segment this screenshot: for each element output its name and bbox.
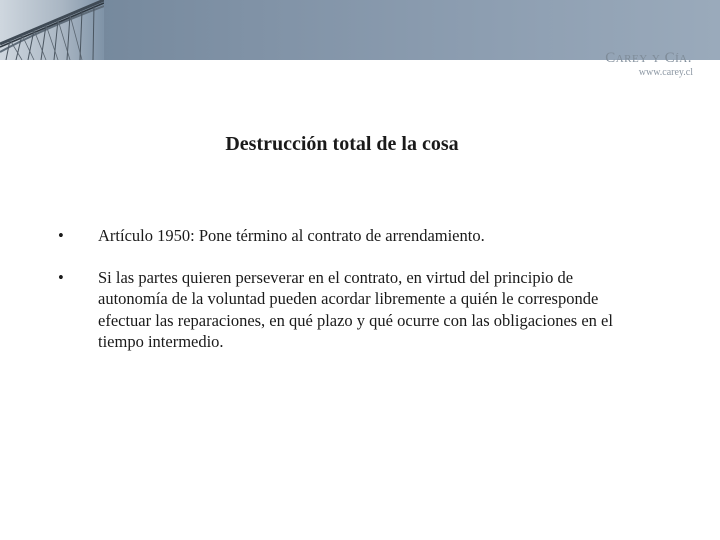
bridge-photo-icon [0,0,104,60]
bullet-text: Artículo 1950: Pone término al contrato de arrendamiento. [98,226,485,245]
bullet-dot-icon: • [58,267,64,287]
slide-title: Destrucción total de la cosa [225,133,459,155]
bullet-item [58,267,618,353]
brand-name: Carey y Cía. [605,50,692,66]
bullet-text: Si las partes quieren perseverar en el contrato, en virtud del principio de autonomía de la voluntad pueden acordar libremente a quién le corresponde efectuar las reparaciones, en qué plazo y qué ocurre con las obligaciones en el tiempo intermedio. [98,267,613,351]
bullet-list [58,225,618,373]
bullet-item [58,225,618,247]
brand-url: www.carey.cl [638,67,693,78]
bullet-dot-icon: • [58,226,64,245]
